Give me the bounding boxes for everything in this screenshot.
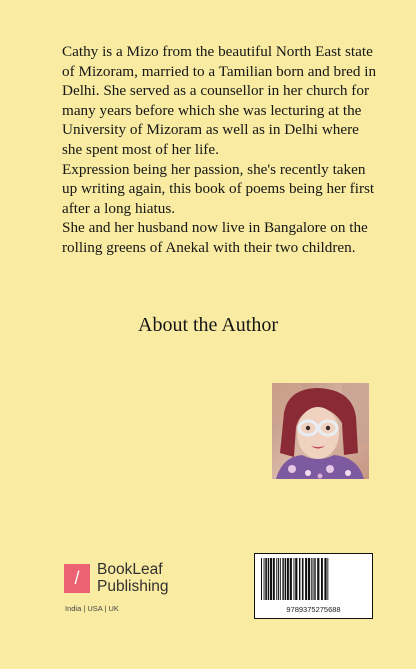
author-bio [62,42,382,258]
barcode-bar [327,558,328,600]
barcode-bar [287,558,289,600]
barcode-bar [314,558,315,600]
barcode-bar [278,558,279,600]
barcode-bar [282,558,283,600]
barcode-bar [302,558,304,600]
barcode-bar [295,558,297,600]
barcode-bar [261,558,262,600]
barcode-bar [294,558,295,600]
barcode-bar [265,558,267,600]
barcode-bars [260,558,367,600]
publisher-mark: / [64,564,90,593]
barcode-bar [317,558,319,600]
barcode-bar [273,558,275,600]
barcode-bar [324,558,326,600]
isbn-number: 9789375275688 [286,605,341,614]
about-the-author-heading: About the Author [138,314,278,336]
bio-paragraph: She and her husband now live in Bangalore on the rolling greens of Anekal with their two children. [62,219,368,256]
barcode-bar [321,558,323,600]
bio-paragraph: Cathy is a Mizo from the beautiful North East state of Mizoram, married to a Tamilian born and bred in Delhi. She served as a counsellor in her church for many years before which she was lecturing at the University of Mizoram as well as in Delhi where she spent most of her life. [62,43,377,158]
barcode-bar [313,558,314,600]
barcode-bar [285,558,287,600]
publisher-name: BookLeaf Publishing [97,561,169,595]
publisher-regions: India | USA | UK [65,604,119,613]
barcode-bar [280,558,281,600]
barcode-bar [264,558,265,600]
barcode-bar [270,558,272,600]
bio-paragraph: Expression being her passion, she's recently taken up writing again, this book of poems being her first after a long hiatus. [62,160,375,217]
barcode-bar [290,558,292,600]
barcode [254,553,373,619]
barcode-bar [299,558,300,600]
barcode-bar [308,558,310,600]
barcode-bar [311,558,312,600]
barcode-bar [276,558,277,600]
barcode-bar [305,558,307,600]
author-photo [272,383,369,479]
barcode-bar [268,558,269,600]
publisher-logo [64,563,184,615]
